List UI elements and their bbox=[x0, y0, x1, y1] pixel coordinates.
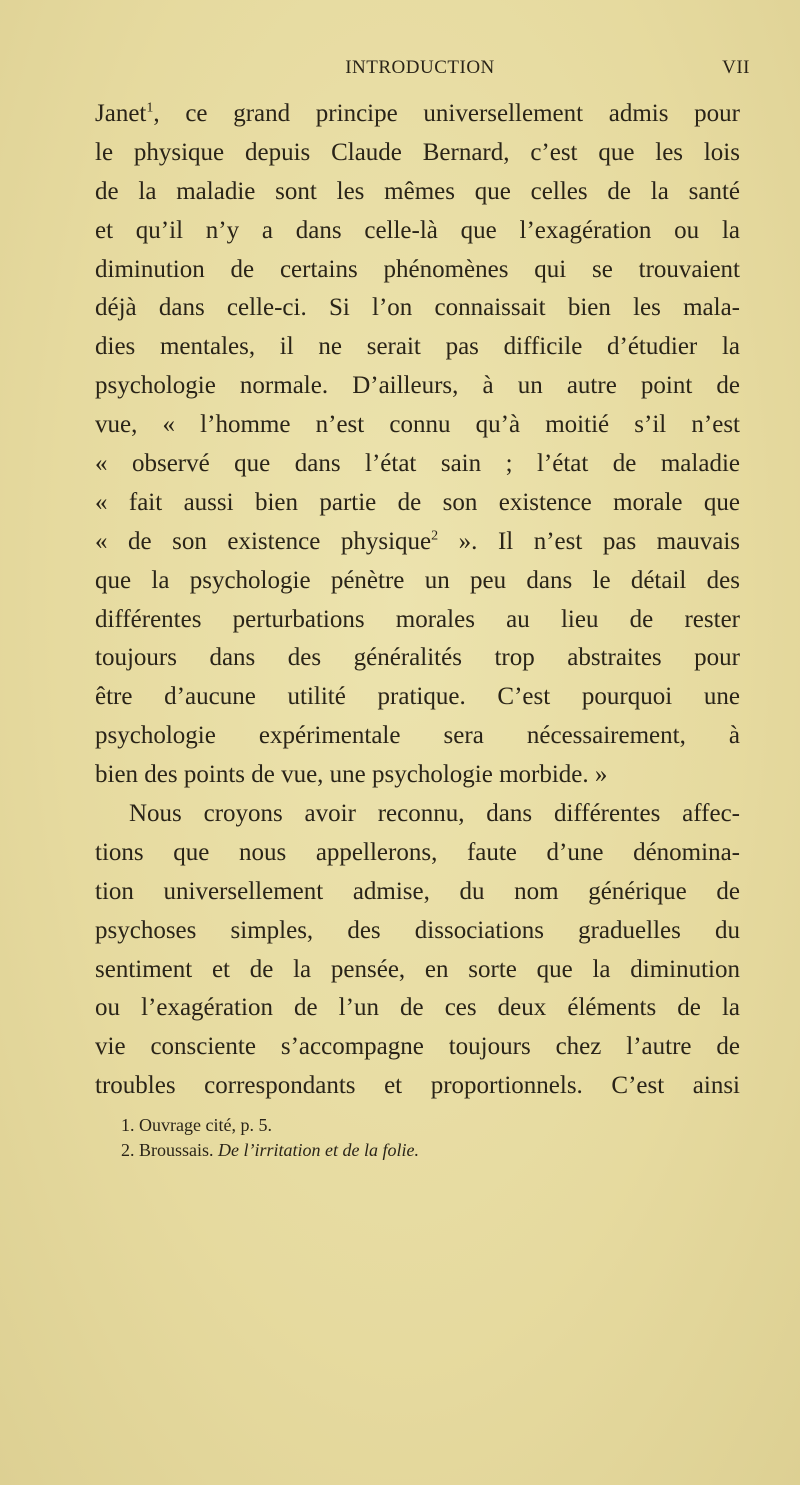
text-line: psychoses simples, des dissociations graduelles du bbox=[95, 916, 740, 944]
text-line: psychologie expérimentale sera nécessairement, à bbox=[95, 722, 740, 750]
footnote-ref-2: 2 bbox=[431, 528, 439, 544]
text-line: dies mentales, il ne serait pas difficile d’étudier la bbox=[95, 333, 740, 361]
footnote-1: 1. Ouvrage cité, p. 5. bbox=[121, 1115, 272, 1135]
footnote-2: 2. Broussais. De l’irritation et de la folie. bbox=[121, 1140, 419, 1160]
text-line: « observé que dans l’état sain ; l’état de maladie bbox=[95, 450, 740, 478]
footnote-ref-1: 1 bbox=[146, 100, 154, 116]
text-line: troubles correspondants et proportionnels. C’est ainsi bbox=[95, 1072, 740, 1100]
text-line: diminution de certains phénomènes qui se trouvaient bbox=[95, 255, 740, 283]
text-line: de la maladie sont les mêmes que celles de la santé bbox=[95, 177, 740, 205]
paragraph-start-line: Nous croyons avoir reconnu, dans différentes affec- bbox=[129, 800, 740, 828]
text-line: tions que nous appellerons, faute d’une dénomina- bbox=[95, 838, 740, 866]
text-line: sentiment et de la pensée, en sorte que la diminution bbox=[95, 955, 740, 983]
text-line: bien des points de vue, une psychologie morbide. » bbox=[95, 761, 608, 789]
text-line: vue, « l’homme n’est connu qu’à moitié s’il n’est bbox=[95, 411, 740, 439]
text-line: déjà dans celle-ci. Si l’on connaissait bien les mala- bbox=[95, 294, 740, 322]
text-line: Janet$^1$, ce grand principe universellement admis pour bbox=[95, 100, 740, 127]
running-title: INTRODUCTION bbox=[345, 57, 495, 78]
body-text bbox=[95, 95, 740, 1106]
text-line: et qu’il n’y a dans celle-là que l’exagération ou la bbox=[95, 216, 740, 244]
text-line: ou l’exagération de l’un de ces deux éléments de la bbox=[95, 994, 740, 1022]
text-line: « de son existence physique$^2$ ». Il n’est pas mauvais bbox=[95, 527, 740, 555]
text-line: être d’aucune utilité pratique. C’est pourquoi une bbox=[95, 683, 740, 711]
text-line: vie consciente s’accompagne toujours chez l’autre de bbox=[95, 1033, 740, 1061]
footnotes bbox=[121, 1113, 741, 1163]
page-header bbox=[90, 57, 750, 81]
text-line: toujours dans des généralités trop abstraites pour bbox=[95, 644, 740, 672]
text-line: le physique depuis Claude Bernard, c’est que les lois bbox=[95, 138, 740, 166]
text-line: tion universellement admise, du nom générique de bbox=[95, 877, 740, 905]
cited-work-title: De l’irritation et de la folie. bbox=[218, 1140, 419, 1160]
text-line: psychologie normale. D’ailleurs, à un autre point de bbox=[95, 372, 740, 400]
text-line: « fait aussi bien partie de son existence morale que bbox=[95, 488, 740, 516]
page-number: VII bbox=[722, 57, 750, 78]
text-line: que la psychologie pénètre un peu dans le détail des bbox=[95, 566, 740, 594]
text-line: différentes perturbations morales au lieu de rester bbox=[95, 605, 740, 633]
